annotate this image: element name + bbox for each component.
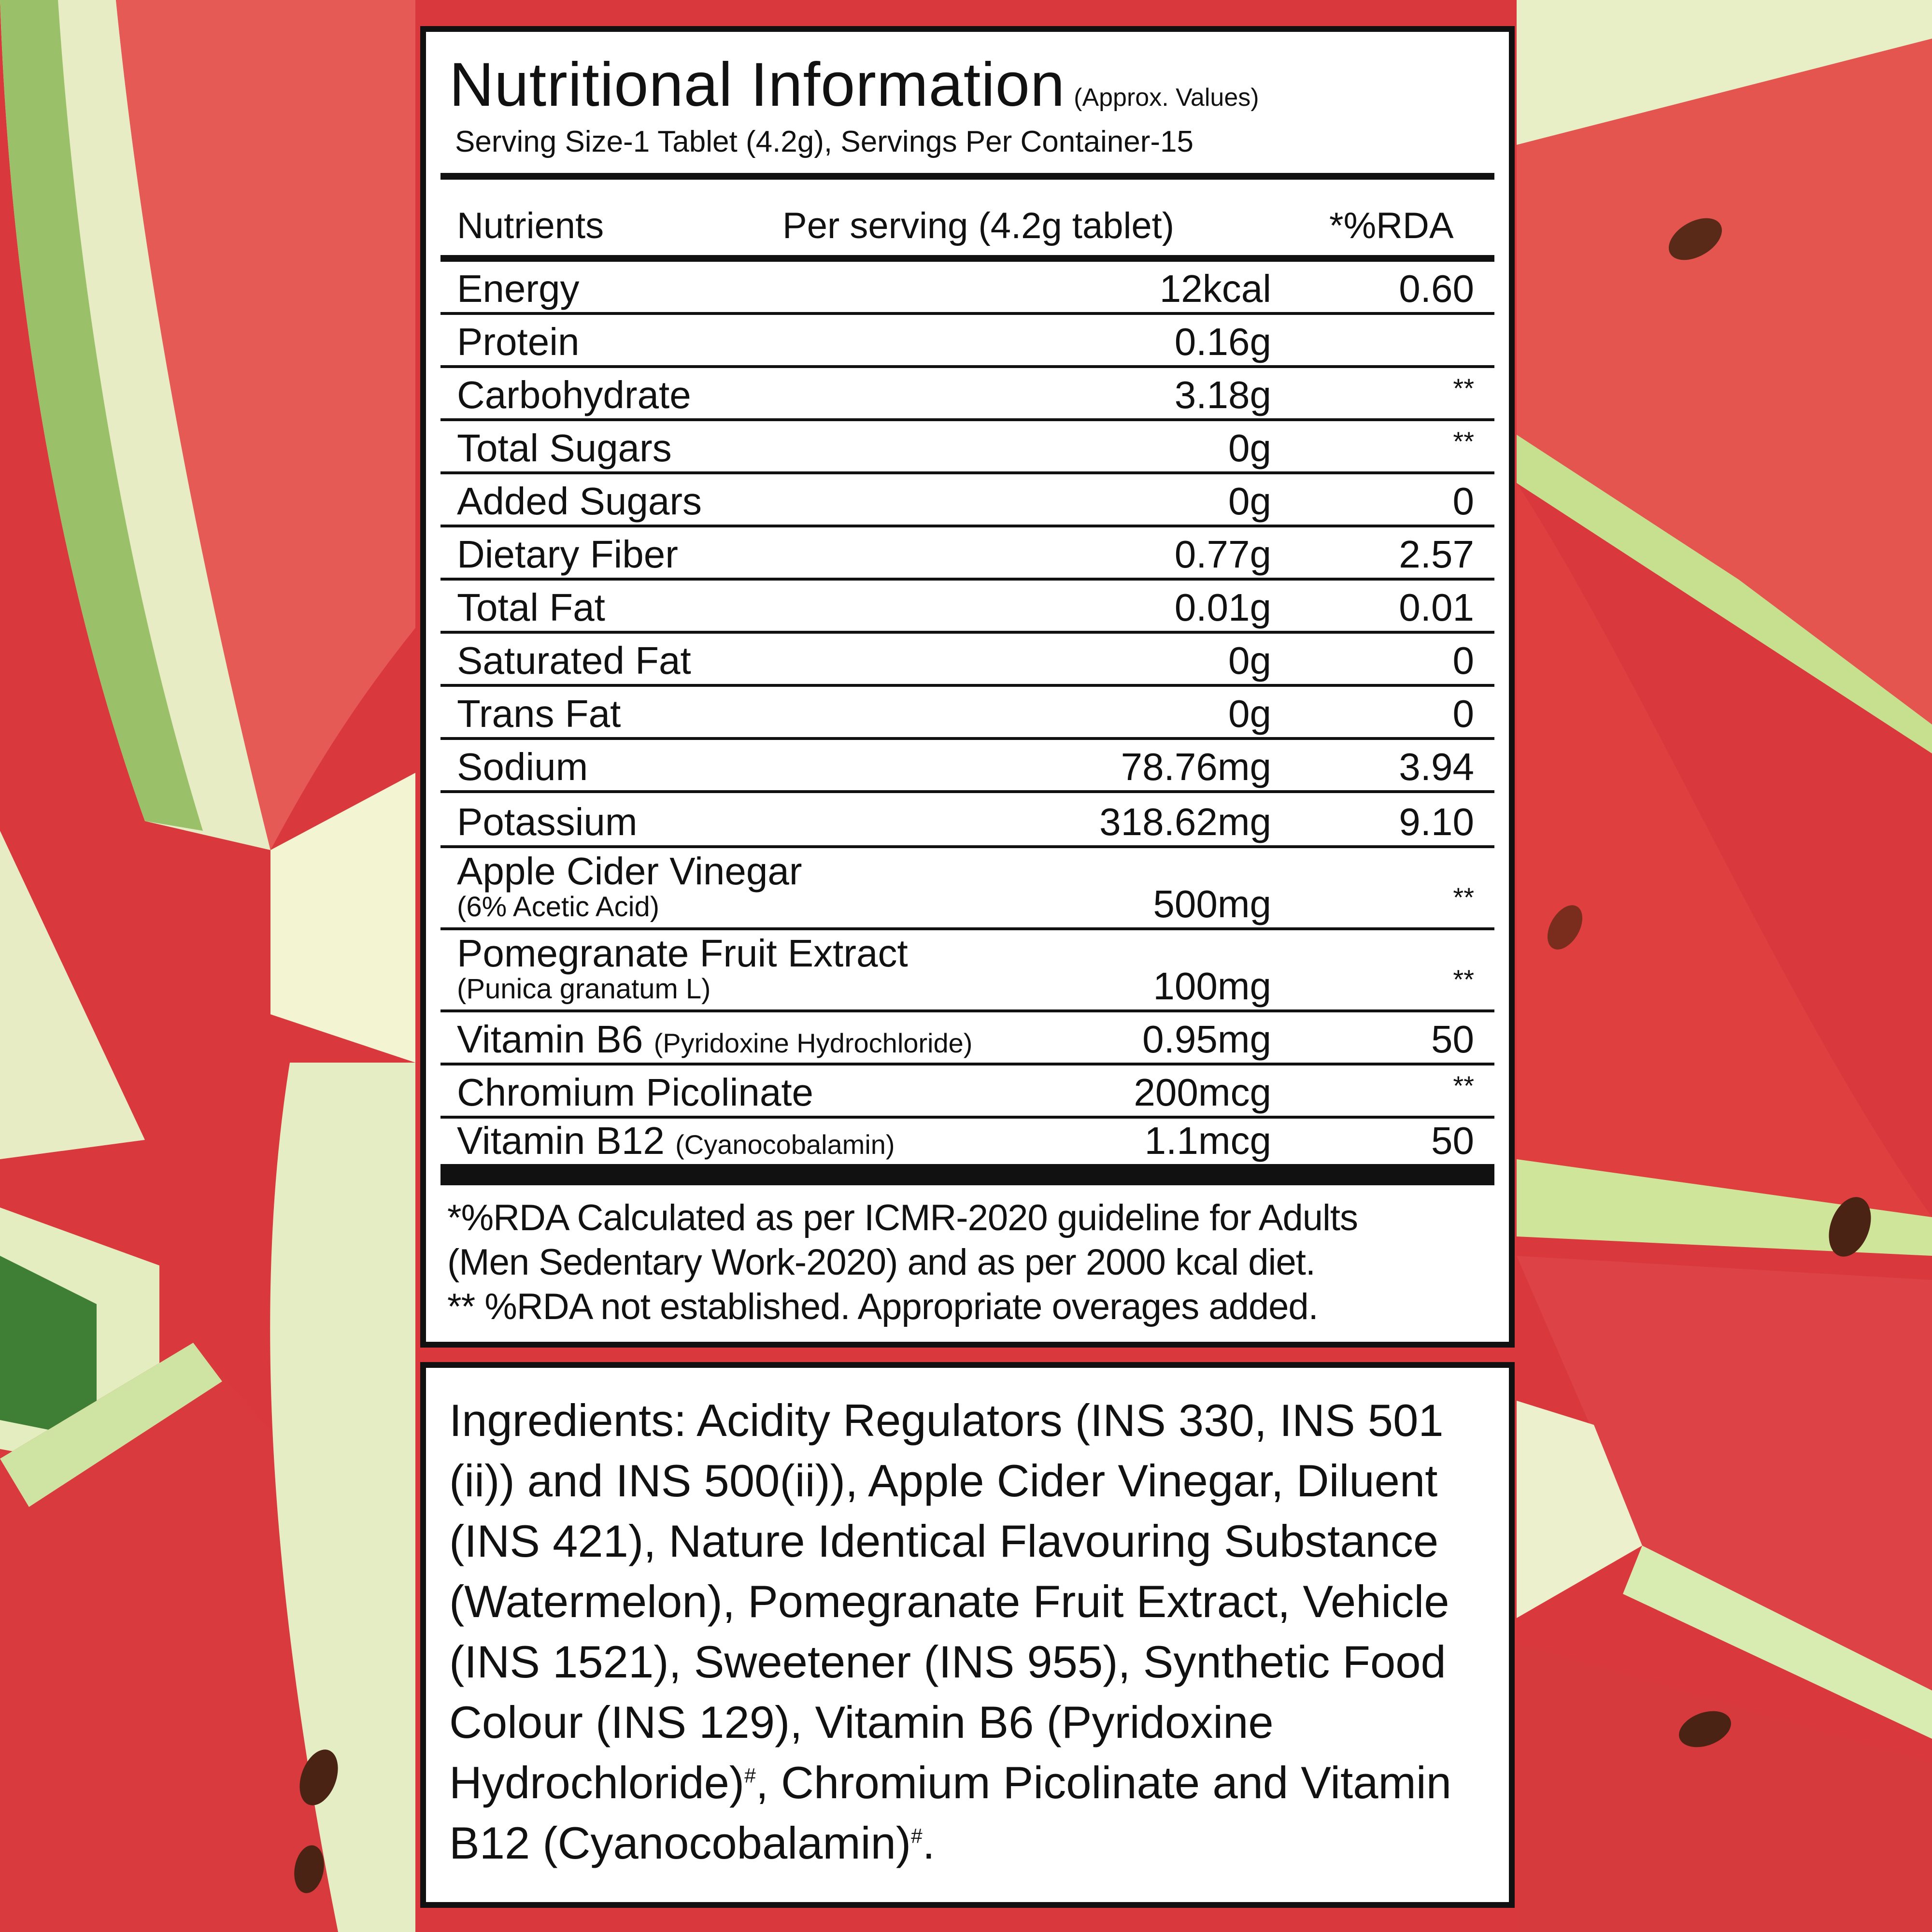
nutrient-rda: ** xyxy=(1453,882,1474,912)
nutrient-rda: ** xyxy=(1453,373,1474,403)
ingredients-part: Ingredients: Acidity Regulators (INS 330, INS 501 (ii)) and INS 500(ii)), Apple Cider Vinegar, Diluent (INS 421), Nature Identical Flavouring Substance (Watermelon), Pomegranate Fruit Extract, Vehicle (INS 1521), Sweetener (INS 955), Synthetic Food Colour (INS 129), Vitamin B6 (Pyridoxine Hydrochloride) xyxy=(449,1395,1449,1808)
nutrient-rda: ** xyxy=(1453,1070,1474,1101)
serving-size: Serving Size-1 Tablet (4.2g), Servings Per Container-15 xyxy=(455,125,1193,158)
nutrient-row xyxy=(440,527,1494,581)
nutrient-value: 1.1mcg xyxy=(1144,1119,1271,1162)
nutrient-rda: 0 xyxy=(1452,692,1474,735)
nutrient-rda: 0 xyxy=(1452,480,1474,523)
nutrient-name: Total Sugars xyxy=(457,426,672,469)
nutrient-rda: 3.94 xyxy=(1399,745,1474,788)
hash-mark: # xyxy=(911,1824,923,1847)
nutrient-value: 0.16g xyxy=(1174,320,1271,363)
nutrient-rda: ** xyxy=(1453,426,1474,456)
nutrient-rda: 50 xyxy=(1431,1018,1474,1061)
nutrient-name: Trans Fat xyxy=(457,692,621,735)
nutrient-name-group xyxy=(457,932,908,1004)
nutrient-rda: 50 xyxy=(1431,1119,1474,1162)
nutrient-row xyxy=(440,740,1494,793)
nutrient-name: Sodium xyxy=(457,745,588,788)
nutrient-name: Vitamin B12 xyxy=(457,1119,665,1162)
ingredients-part: . xyxy=(922,1818,935,1868)
nutrient-subname: (Punica granatum L) xyxy=(457,973,711,1005)
nutrient-name: Potassium xyxy=(457,800,638,843)
nutrient-name: Chromium Picolinate xyxy=(457,1071,814,1114)
nutrient-name: Vitamin B6 xyxy=(457,1018,643,1061)
nutrient-value: 0g xyxy=(1228,639,1271,682)
nutrient-row xyxy=(440,848,1494,930)
nutrient-row xyxy=(440,368,1494,421)
nutrient-row xyxy=(440,634,1494,687)
ingredients-panel xyxy=(420,1362,1515,1908)
panel-title: Nutritional Information xyxy=(449,50,1065,119)
nutrient-name: Saturated Fat xyxy=(457,639,691,682)
footnote-line: *%RDA Calculated as per ICMR-2020 guideline for Adults xyxy=(447,1197,1358,1238)
nutrient-value: 0g xyxy=(1228,692,1271,735)
nutrient-row xyxy=(440,1012,1494,1065)
nutrient-value: 200mcg xyxy=(1134,1071,1271,1114)
nutrient-name: Apple Cider Vinegar xyxy=(457,850,802,893)
nutrient-row xyxy=(440,1119,1494,1164)
nutrient-name: Pomegranate Fruit Extract xyxy=(457,932,908,975)
divider-header xyxy=(440,255,1494,262)
nutrient-value: 0.77g xyxy=(1174,533,1271,576)
footnote-line: (Men Sedentary Work-2020) and as per 2000 kcal diet. xyxy=(447,1242,1315,1283)
nutrient-value: 0g xyxy=(1228,480,1271,523)
nutrient-value: 78.76mg xyxy=(1121,745,1271,788)
nutrient-name-group xyxy=(457,1119,895,1163)
nutrient-name: Total Fat xyxy=(457,586,605,629)
nutrient-row xyxy=(440,793,1494,848)
nutrient-row xyxy=(440,421,1494,474)
nutrient-row xyxy=(440,581,1494,634)
nutrient-name: Energy xyxy=(457,267,580,310)
nutrient-value: 3.18g xyxy=(1174,373,1271,416)
nutrient-value: 318.62mg xyxy=(1099,800,1271,843)
nutrient-rda: 0 xyxy=(1452,639,1474,682)
divider-top xyxy=(440,173,1494,180)
approx-note: (Approx. Values) xyxy=(1074,84,1259,112)
nutrition-facts-panel xyxy=(420,26,1515,1348)
nutrient-value: 500mg xyxy=(1153,882,1271,925)
nutrient-subname: (Pyridoxine Hydrochloride) xyxy=(653,1028,973,1058)
header-per-serving: Per serving (4.2g tablet) xyxy=(782,205,1175,246)
nutrient-rda: 0.01 xyxy=(1399,586,1474,629)
nutrient-rda: ** xyxy=(1453,964,1474,994)
nutrient-name: Added Sugars xyxy=(457,480,702,523)
nutrient-rda: 2.57 xyxy=(1399,533,1474,576)
nutrient-name-group xyxy=(457,1017,972,1062)
nutrient-rda: 0.60 xyxy=(1399,267,1474,310)
nutrient-row xyxy=(440,315,1494,368)
nutrient-row xyxy=(440,1065,1494,1119)
divider-footer xyxy=(440,1164,1494,1185)
ingredients-text xyxy=(449,1390,1480,1873)
nutrient-rda: 9.10 xyxy=(1399,800,1474,843)
nutrient-row xyxy=(440,262,1494,315)
nutrient-subname: (Cyanocobalamin) xyxy=(675,1129,895,1160)
footnotes xyxy=(447,1196,1490,1329)
header-rda: *%RDA xyxy=(1329,205,1454,246)
nutrient-name: Protein xyxy=(457,320,580,363)
nutrient-row xyxy=(440,687,1494,740)
nutrient-subname: (6% Acetic Acid) xyxy=(457,891,660,923)
footnote-line: ** %RDA not established. Appropriate overages added. xyxy=(447,1286,1318,1327)
nutrient-name: Dietary Fiber xyxy=(457,533,678,576)
header-nutrients: Nutrients xyxy=(457,205,604,246)
nutrient-value: 12kcal xyxy=(1159,267,1271,310)
hash-mark: # xyxy=(744,1764,756,1787)
nutrient-name-group xyxy=(457,850,802,922)
ingredients-part: , Chromium Picolinate and Vitamin B12 (Cyanocobalamin) xyxy=(449,1757,1452,1868)
nutrient-value: 0g xyxy=(1228,426,1271,469)
nutrient-row xyxy=(440,930,1494,1012)
nutrient-name: Carbohydrate xyxy=(457,373,691,416)
nutrient-value: 100mg xyxy=(1153,965,1271,1008)
nutrient-row xyxy=(440,474,1494,527)
nutrient-value: 0.01g xyxy=(1174,586,1271,629)
title-row xyxy=(449,49,1259,120)
nutrient-value: 0.95mg xyxy=(1142,1018,1271,1061)
